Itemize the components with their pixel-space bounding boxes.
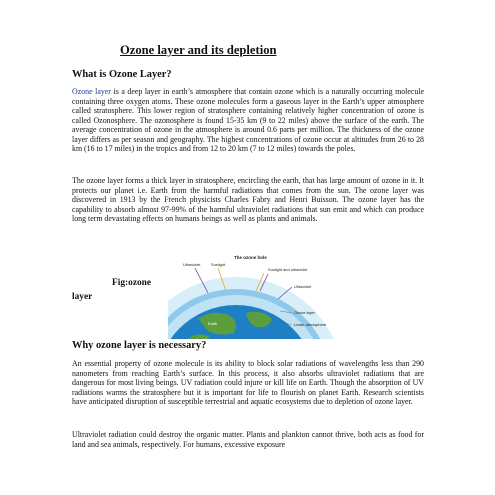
label-sunlight-uv: Sunlight and ultraviolet (268, 267, 308, 272)
figure-caption (72, 276, 172, 304)
ozone-layer-link[interactable]: Ozone layer (72, 87, 111, 96)
label-ultraviolet-right: Ultraviolet (294, 284, 312, 289)
figure-caption-line2: layer (72, 292, 93, 302)
label-earth: Earth (208, 321, 218, 326)
label-lower-atmosphere: Lower atmosphere (294, 322, 327, 327)
label-sunlight: Sunlight (211, 262, 226, 267)
section-heading-why-necessary: Why ozone layer is necessary? (72, 340, 207, 351)
paragraph-uv-effects: Ultraviolet radiation could destroy the organic matter. Plants and plankton cannot thrive, both acts as food for land and sea animals, respectively. For humans, excessive exposure (72, 430, 424, 449)
label-ozone-hole: The ozone hole (234, 255, 267, 260)
paragraph-ozone-definition (72, 87, 424, 154)
section-heading-what-is-ozone: What is Ozone Layer? (72, 69, 172, 80)
page-title: Ozone layer and its depletion (120, 43, 277, 57)
ozone-layer-diagram (168, 253, 344, 339)
paragraph-ozone-importance: An essential property of ozone molecule is its ability to block solar radiations of wavelengths less than 290 nanometers from reaching Earth’s surface. In this process, it also absorbs ultraviolet radiations that are dangerous for most living beings. UV radiation could injure or kill life on Earth. Though the absorption of UV radiations warms the stratosphere but it is important for life to flourish on planet Earth. Research scientists have anticipated disruption of susceptible terrestrial and aquatic ecosystems due to depletion of ozone layer. (72, 359, 424, 406)
figure-caption-line1: Fig:ozone (112, 278, 152, 288)
label-ultraviolet-left: Ultraviolet (183, 262, 201, 267)
paragraph-ozone-protection: The ozone layer forms a thick layer in stratosphere, encircling the earth, that has large amount of ozone in it. It protects our planet i.e. Earth from the harmful radiations that comes from the sun. The ozone layer was discovered in 1913 by the French physicists Charles Fabry and Henri Buisson. The ozone layer has the capability to absorb almost 97-99% of the harmful ultraviolet radiations that sun emit and which can produce long term devastating effects on humans beings as well as plants and animals. (72, 176, 424, 223)
paragraph-ozone-definition-text: is a deep layer in earth’s atmosphere that contain ozone which is a naturally occurring molecule containing three oxygen atoms. These ozone molecules form a gaseous layer in the Earth’s upper atmosphere called stratosphere. This lower region of stratosphere containing relatively higher concentration of ozone is called Ozonosphere. The ozonosphere is found 15-35 km (9 to 22 miles) above the surface of the earth. The average concentration of ozone in the atmosphere is around 0.6 parts per million. The thickness of the ozone layer differs as per season and geography. The highest concentrations of ozone occur at altitudes from 26 to 28 km (16 to 17 miles) in the tropics and from 12 to 20 km (7 to 12 miles) towards the poles. (72, 87, 424, 153)
label-ozone-layer: Ozone layer (294, 310, 315, 315)
